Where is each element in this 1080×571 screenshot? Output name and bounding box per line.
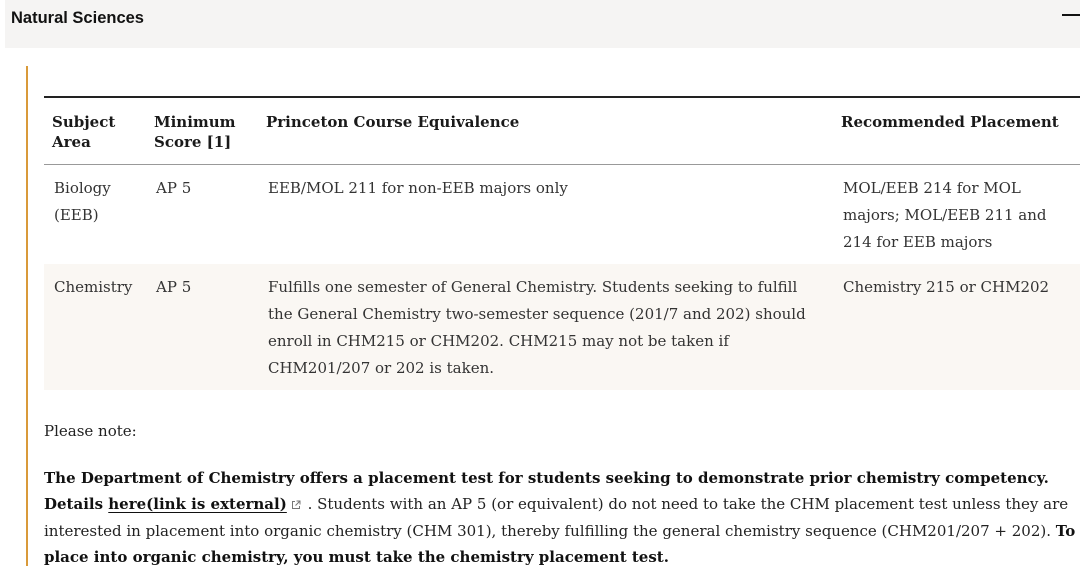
external-link-icon[interactable]: [291, 500, 301, 510]
table-row: [44, 264, 1080, 390]
placement-test-lead: The Department of Chemistry offers a placement test for students seeking to demonstrate prior chemistry competency.: [44, 468, 1049, 487]
cell-score: AP 5: [156, 179, 192, 197]
header-course-equivalence: Princeton Course Equivalence: [258, 97, 833, 165]
details-prefix: Details: [44, 495, 109, 513]
header-subject-area: Subject Area: [44, 97, 146, 165]
cell-score: AP 5: [146, 264, 258, 390]
organic-chem-requirement: To place into organic chemistry, you must take the chemistry placement test.: [44, 521, 1076, 566]
notes-section: [44, 418, 1078, 571]
cell-placement: Chemistry 215 or CHM202: [833, 264, 1080, 390]
note-paragraph: [44, 465, 1078, 571]
cell-placement: MOL/EEB 214 for MOL majors; MOL/EEB 211 and 214 for EEB majors: [843, 179, 1047, 251]
cell-subject: Chemistry: [44, 264, 146, 390]
cell-equivalence: EEB/MOL 211 for non-EEB majors only: [268, 179, 568, 197]
accordion-title[interactable]: Natural Sciences: [11, 9, 144, 27]
minus-icon[interactable]: [1062, 14, 1080, 16]
table-header-row: [44, 97, 1080, 165]
header-minimum-score: Minimum Score [1]: [146, 97, 258, 165]
accordion-header[interactable]: [5, 0, 1080, 48]
details-external-link[interactable]: here(link is external): [108, 495, 287, 513]
placement-table: [44, 96, 1080, 390]
header-recommended-placement: Recommended Placement: [833, 97, 1080, 165]
table-row: [44, 165, 1080, 265]
accordion-panel: [26, 66, 1080, 566]
ap-note-text: . Students with an AP 5 (or equivalent) do not need to take the CHM placement test unless they are interested in placement into organic chemistry (CHM 301), thereby fulfilling the general chemistry sequence (CHM201/207 + 202).: [44, 495, 1069, 540]
cell-subject: Biology (EEB): [54, 179, 111, 224]
cell-equivalence: Fulfills one semester of General Chemistry. Students seeking to fulfill the General Chemistry two-semester sequence (201/7 and 202) should enroll in CHM215 or CHM202. CHM215 may not be taken if CHM201/207 or 202 is taken.: [258, 264, 833, 390]
note-label: Please note:: [44, 422, 137, 440]
